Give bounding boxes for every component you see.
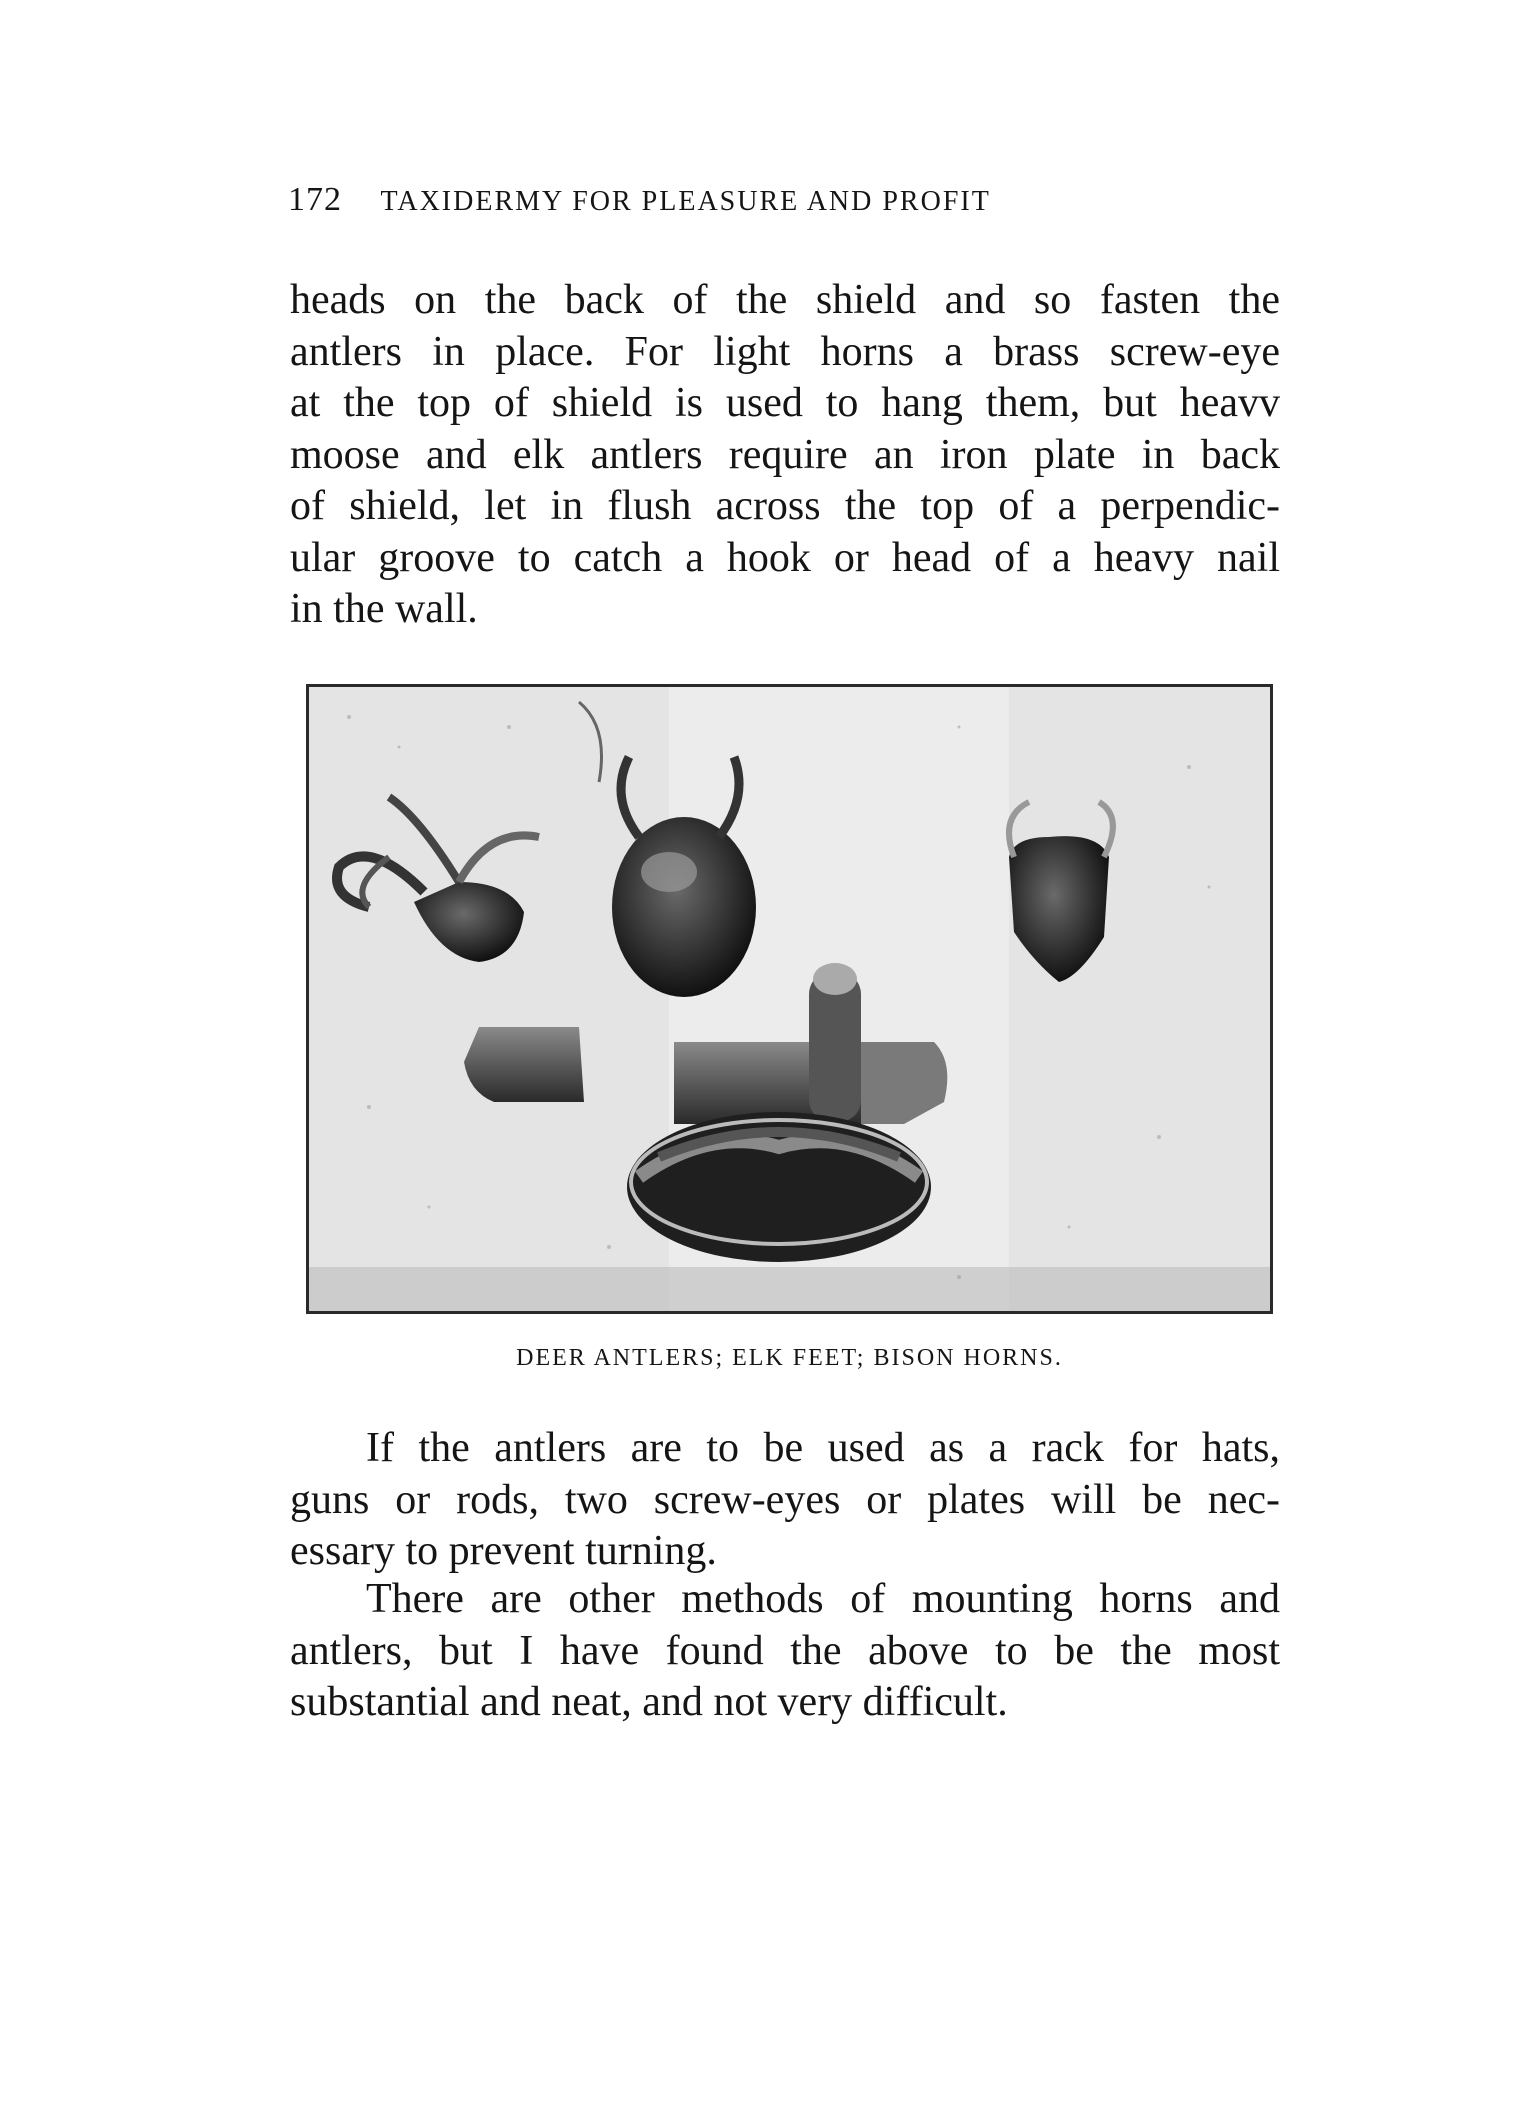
paragraph-mounting-shield [290, 275, 1280, 636]
page-number: 172 [288, 181, 342, 218]
bison-horn-oval-bottom [627, 1112, 931, 1262]
text-line: substantial and neat, and not very difficult. [290, 1679, 1008, 1725]
figure-caption: DEER ANTLERS; ELK FEET; BISON HORNS. [516, 1345, 1063, 1371]
text-line: There are other methods of mounting horns and [366, 1576, 1280, 1622]
text-line: heads on the back of the shield and so fasten the [290, 277, 1280, 323]
text-line: If the antlers are to be used as a rack for hats, [366, 1425, 1280, 1471]
paragraph-other-methods [290, 1574, 1280, 1729]
text-line: at the top of shield is used to hang them, but heavv [290, 380, 1280, 426]
text-line: antlers, but I have found the above to be the most [290, 1627, 1280, 1674]
text-line: ular groove to catch a hook or head of a heavy nail [290, 534, 1280, 581]
text-line: guns or rods, two screw-eyes or plates will be nec- [290, 1476, 1280, 1523]
running-header [288, 181, 1188, 219]
photo-antlers-feet-horns [306, 684, 1273, 1314]
running-title: TAXIDERMY FOR PLEASURE AND PROFIT [380, 186, 991, 217]
text-line: antlers in place. For light horns a brass screw-eye [290, 328, 1280, 375]
text-line: of shield, let in flush across the top of a perpendic- [290, 483, 1280, 529]
text-line: essary to prevent turning. [290, 1528, 717, 1574]
text-line: in the wall. [290, 586, 478, 632]
paragraph-rack-use [290, 1423, 1280, 1578]
text-line: moose and elk antlers require an iron plate in back [290, 431, 1280, 478]
